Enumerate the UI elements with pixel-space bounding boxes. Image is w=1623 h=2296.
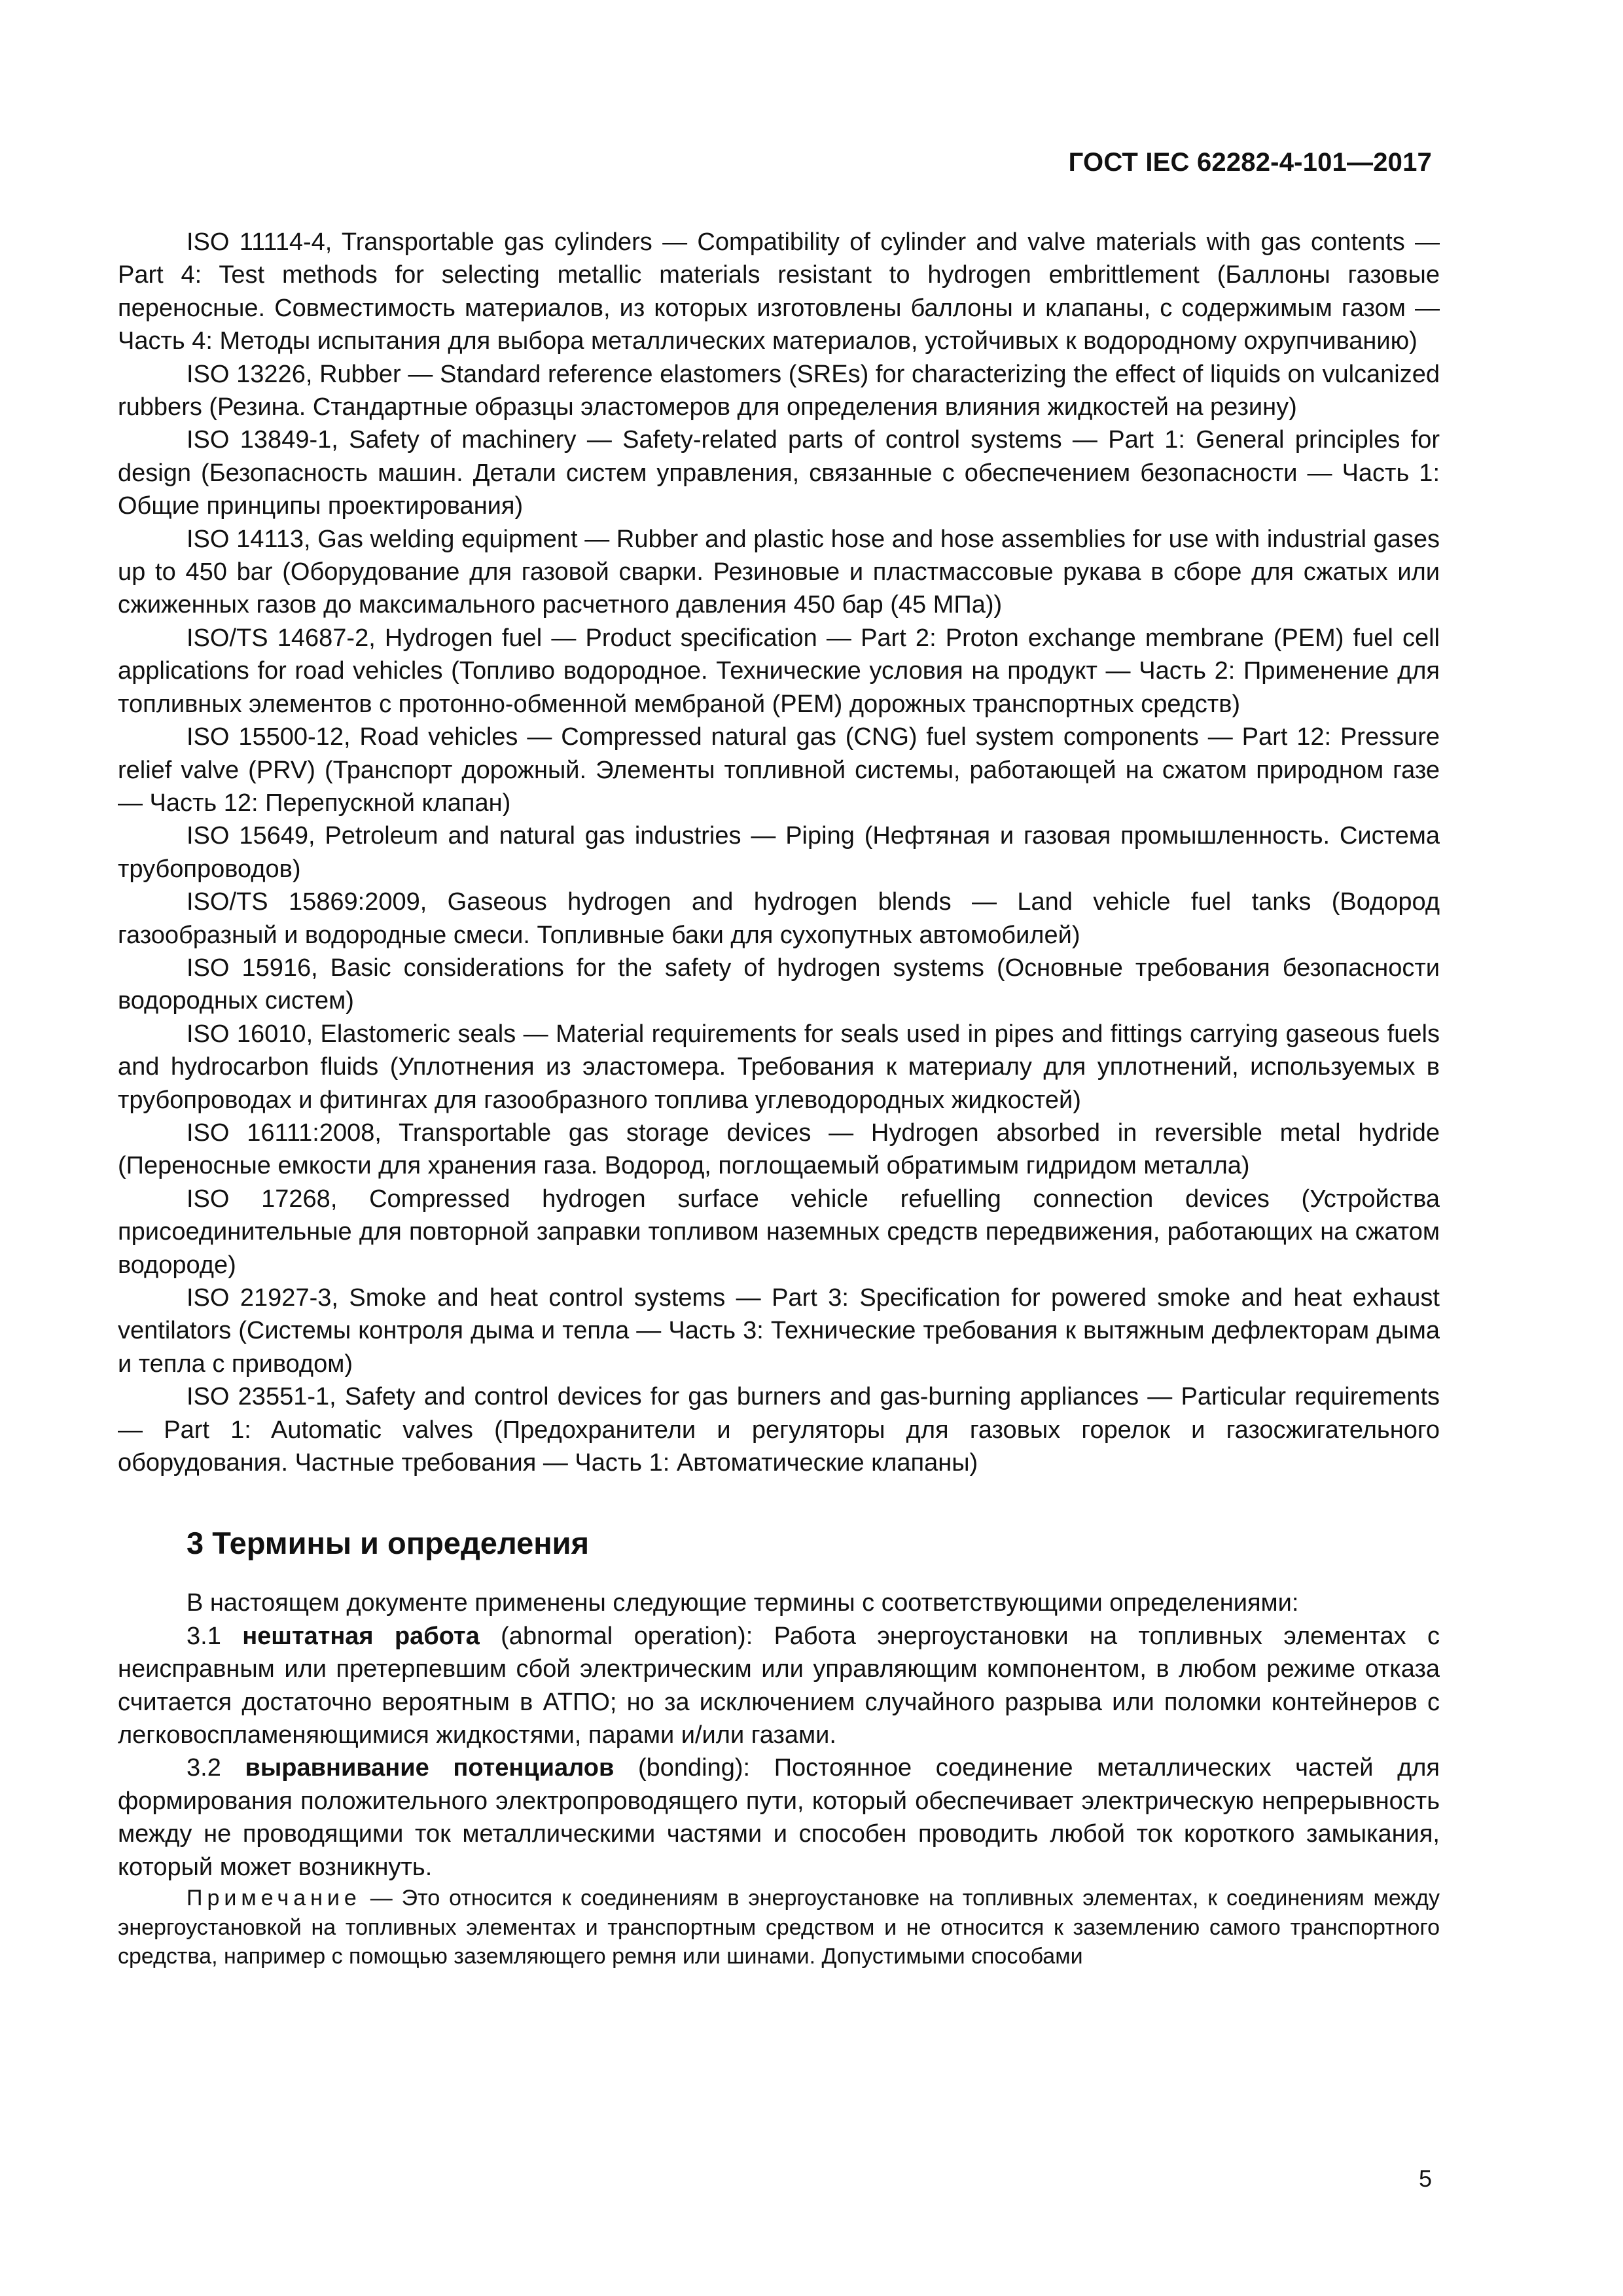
reference-item: ISO 16111:2008, Transportable gas storage devices — Hydrogen absorbed in reversible metal hydride (Переносные емкости для хранения газа. Водород, поглощаемый обратимым гидридом металла) — [118, 1119, 1440, 1180]
note-text: — Это относится к соединениям в энергоустановке на топливных элементах, к соединениям между энергоустановкой на топливных элементах и транспортным средством и не относится к заземлению самого транспортного средства, например с помощью заземляющего ремня или шинами. Допустимыми способами — [118, 1886, 1440, 1969]
reference-item: ISO 15916, Basic considerations for the safety of hydrogen systems (Основные требования безопасности водородных систем) — [118, 954, 1440, 1015]
reference-item: ISO 23551-1, Safety and control devices for gas burners and gas-burning appliances — Particular requirements — Part 1: Automatic valves (Предохранители и регуляторы для газовых горелок и газосжигательного оборудования. Частные требования — Часть 1: Автоматические клапаны) — [118, 1383, 1440, 1477]
reference-item: ISO 15649, Petroleum and natural gas industries — Piping (Нефтяная и газовая промышленность. Система трубопроводов) — [118, 822, 1440, 883]
note-paragraph — [118, 1884, 1440, 1971]
document-body — [118, 226, 1440, 1971]
reference-item: ISO 15500-12, Road vehicles — Compressed natural gas (CNG) fuel system components — Part 12: Pressure relief valve (PRV) (Транспорт дорожный. Элементы топливной системы, работающей на сжатом природном газе — Часть 12: Перепускной клапан) — [118, 723, 1440, 817]
reference-item: ISO/TS 15869:2009, Gaseous hydrogen and hydrogen blends — Land vehicle fuel tanks (Водород газообразный и водородные смеси. Топливные баки для сухопутных автомобилей) — [118, 888, 1440, 949]
reference-item: ISO 11114-4, Transportable gas cylinders — Compatibility of cylinder and valve materials with gas contents — Part 4: Test methods for selecting metallic materials resistant to hydrogen embrittlement (Баллоны газовые переносные. Совместимость материалов, из которых изготовлены баллоны и клапаны, с содержимым газом — Часть 4: Методы испытания для выбора металлических материалов, устойчивых к водородному охрупчиванию) — [118, 228, 1440, 355]
term-name: нештатная работа — [242, 1622, 480, 1650]
page-number: 5 — [1418, 2165, 1432, 2192]
standard-code-header: ГОСТ IEC 62282-4-101—2017 — [1068, 148, 1432, 177]
section-title: 3 Термины и определения — [187, 1526, 589, 1561]
term-definition-3-1 — [118, 1620, 1440, 1752]
reference-item: ISO 17268, Compressed hydrogen surface vehicle refuelling connection devices (Устройства присоединительные для повторной заправки топливом наземных средств передвижения, работающих на сжатом водороде) — [118, 1185, 1440, 1279]
reference-item: ISO/TS 14687-2, Hydrogen fuel — Product specification — Part 2: Proton exchange membrane (PEM) fuel cell applications for road vehicles (Топливо водородное. Технические условия на продукт — Часть 2: Применение для топливных элементов с протонно-обменной мембраной (PEM) дорожных транспортных средств) — [118, 624, 1440, 718]
reference-item: ISO 16010, Elastomeric seals — Material requirements for seals used in pipes and fittings carrying gaseous fuels and hydrocarbon fluids (Уплотнения из эластомера. Требования к материалу для уплотнений, используемых в трубопроводах и фитингах для газообразного топлива углеводородных жидкостей) — [118, 1020, 1440, 1114]
term-definition-text: (abnormal operation): Работа энергоустановки на топливных элементах с неисправным или претерпевшим сбой электрическим или управляющим компонентом, в любом режиме отказа считается достаточно вероятным в АТПО; но за исключением случайного разрыва или поломки контейнеров с легковоспламеняющимися жидкостями, парами и/или газами. — [118, 1622, 1440, 1749]
term-number: 3.1 — [187, 1622, 221, 1650]
section-intro: В настоящем документе применены следующие термины с соответствующими определениями: — [187, 1589, 1299, 1617]
reference-item: ISO 14113, Gas welding equipment — Rubber and plastic hose and hose assemblies for use with industrial gases up to 450 bar (Оборудование для газовой сварки. Резиновые и пластмассовые рукава в сборе для сжатых или сжиженных газов до максимального расчетного давления 450 бар (45 МПа)) — [118, 525, 1440, 619]
reference-item: ISO 13226, Rubber — Standard reference elastomers (SREs) for characterizing the effect of liquids on vulcanized rubbers (Резина. Стандартные образцы эластомеров для определения влияния жидкостей на резину) — [118, 360, 1440, 422]
reference-item: ISO 13849-1, Safety of machinery — Safety-related parts of control systems — Part 1: General principles for design (Безопасность машин. Детали систем управления, связанные с обеспечением безопасности — Часть 1: Общие принципы проектирования) — [118, 426, 1440, 520]
reference-item: ISO 21927-3, Smoke and heat control systems — Part 3: Specification for powered smoke and heat exhaust ventilators (Системы контроля дыма и тепла — Часть 3: Технические требования к вытяжным дефлекторам дыма и тепла с приводом) — [118, 1284, 1440, 1378]
term-number: 3.2 — [187, 1754, 221, 1782]
term-definition-text: (bonding): Постоянное соединение металлических частей для формирования положительного электропроводящего пути, который обеспечивает электрическую непрерывность между не проводящими ток металлическими частями и способен проводить любой ток короткого замыкания, который может возникнуть. — [118, 1754, 1440, 1881]
term-name: выравнивание потенциалов — [245, 1754, 615, 1782]
note-label: Примечание — [187, 1886, 361, 1911]
term-definition-3-2 — [118, 1751, 1440, 1884]
